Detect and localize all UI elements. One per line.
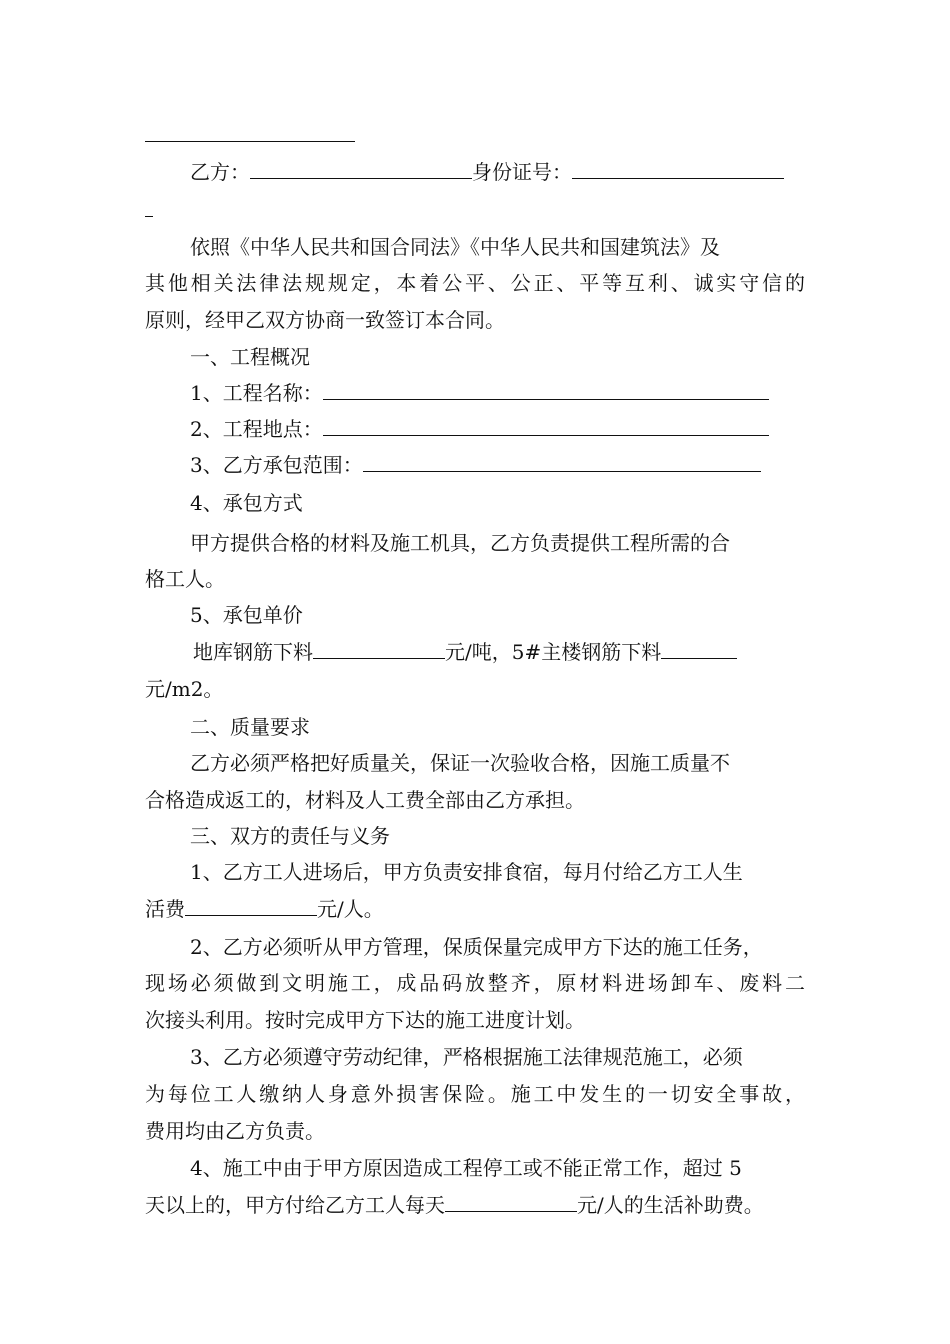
intro-line-1: 依照《中华人民共和国合同法》《中华人民共和国建筑法》及	[190, 235, 720, 259]
scope-label: 3、乙方承包范围：	[190, 453, 363, 477]
intro-line-3: 原则，经甲乙双方协商一致签订本合同。	[145, 308, 505, 332]
subsidy-label: 天以上的，甲方付给乙方工人每天	[145, 1193, 445, 1217]
clause-3-line-2: 为每位工人缴纳人身意外损害保险。施工中发生的一切安全事故，	[145, 1082, 805, 1106]
clause-1-line-2	[145, 891, 384, 927]
clause-3-line-1: 3、乙方必须遵守劳动纪律，严格根据施工法律规范施工，必须	[190, 1045, 743, 1069]
clause-4-line-2	[145, 1187, 764, 1223]
living-cost-unit: 元/人。	[317, 897, 384, 921]
main-building-rebar-label: 元/吨，5#主楼钢筋下料	[445, 640, 662, 664]
clause-2-line-1: 2、乙方必须听从甲方管理，保质保量完成甲方下达的施工任务，	[190, 935, 763, 959]
living-cost-label: 活费	[145, 897, 185, 921]
subsidy-unit: 元/人的生活补助费。	[577, 1193, 764, 1217]
party-b-name-blank	[250, 154, 472, 179]
party-b-line	[190, 154, 784, 190]
project-location-line	[190, 411, 769, 447]
project-location-label: 2、工程地点：	[190, 417, 323, 441]
unit-price-line	[193, 634, 737, 670]
project-name-blank	[323, 375, 769, 400]
clause-4-line-1: 4、施工中由于甲方原因造成工程停工或不能正常工作，超过 5	[190, 1156, 742, 1180]
clause-2-line-3: 次接头利用。按时完成甲方下达的施工进度计划。	[145, 1008, 585, 1032]
project-name-label: 1、工程名称：	[190, 381, 323, 405]
quality-line-1: 乙方必须严格把好质量关，保证一次验收合格，因施工质量不	[190, 751, 730, 775]
section-2-heading: 二、质量要求	[190, 715, 310, 739]
wrapped-blank-stub	[145, 216, 153, 217]
basement-price-blank	[313, 634, 445, 659]
contract-mode-heading: 4、承包方式	[190, 491, 303, 515]
main-building-price-blank	[661, 634, 737, 659]
section-1-heading: 一、工程概况	[190, 345, 310, 369]
unit-price-unit: 元/m2。	[145, 677, 224, 701]
clause-2-line-2: 现场必须做到文明施工，成品码放整齐，原材料进场卸车、废料二	[145, 971, 805, 995]
party-b-id-label: 身份证号：	[472, 160, 572, 184]
intro-line-2: 其他相关法律法规规定，本着公平、公正、平等互利、诚实守信的	[145, 271, 805, 295]
clause-1-line-1: 1、乙方工人进场后，甲方负责安排食宿，每月付给乙方工人生	[190, 860, 743, 884]
signature-blank-line	[145, 141, 355, 142]
party-b-label: 乙方：	[190, 160, 250, 184]
unit-price-heading: 5、承包单价	[190, 603, 303, 627]
scope-blank	[363, 447, 761, 472]
contract-mode-line-2: 格工人。	[145, 567, 225, 591]
project-name-line	[190, 375, 769, 411]
contract-mode-line-1: 甲方提供合格的材料及施工机具，乙方负责提供工程所需的合	[190, 531, 730, 555]
scope-line	[190, 447, 761, 483]
project-location-blank	[323, 411, 769, 436]
clause-3-line-3: 费用均由乙方负责。	[145, 1119, 325, 1143]
subsidy-blank	[445, 1187, 577, 1212]
party-b-id-blank	[572, 154, 784, 179]
quality-line-2: 合格造成返工的，材料及人工费全部由乙方承担。	[145, 788, 585, 812]
living-cost-blank	[185, 891, 317, 916]
basement-rebar-label: 地库钢筋下料	[193, 640, 313, 664]
section-3-heading: 三、双方的责任与义务	[190, 824, 390, 848]
